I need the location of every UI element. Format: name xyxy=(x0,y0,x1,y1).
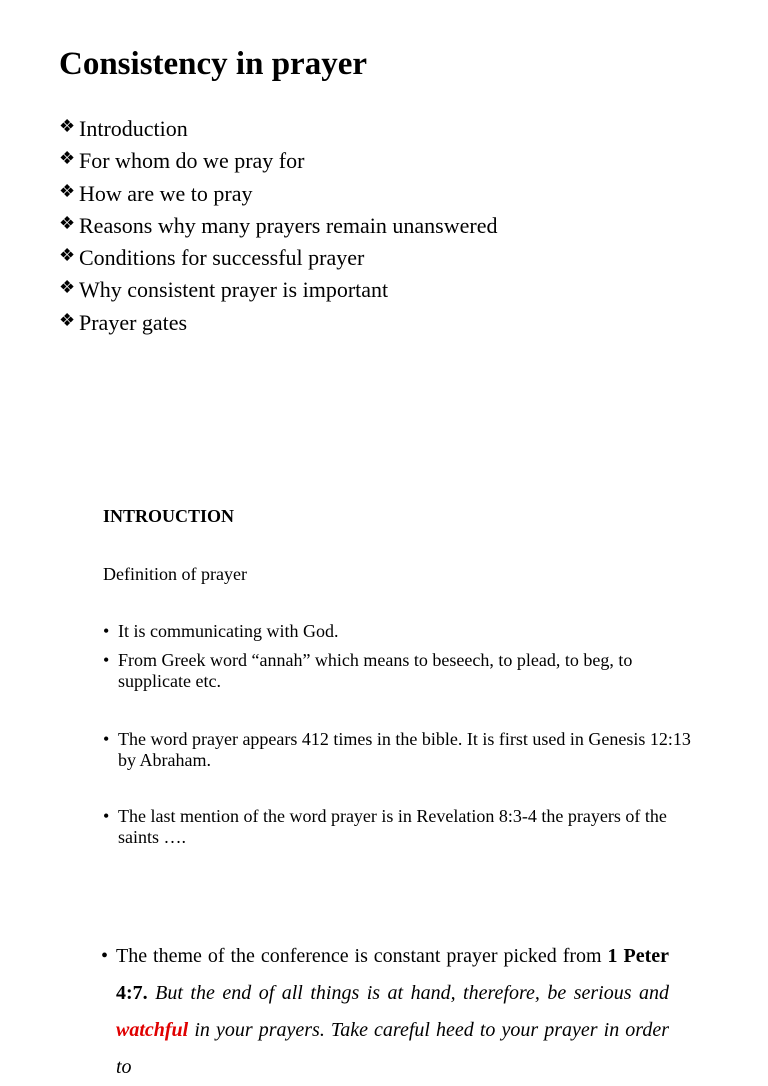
list-item-text: The last mention of the word prayer is in Revelation 8:3-4 the prayers of the saints …. xyxy=(118,806,667,847)
outline-item xyxy=(59,145,497,177)
theme-paragraph xyxy=(101,938,669,1086)
list-item-text: The word prayer appears 412 times in the bible. It is first used in Genesis 12:13 by Abraham. xyxy=(118,729,691,770)
mention-list xyxy=(103,806,693,848)
outline-item xyxy=(59,178,497,210)
scripture-quote: But the end of all things is at hand, therefore, be serious and xyxy=(147,982,669,1004)
diamond-bullet-icon: ❖ xyxy=(59,148,76,169)
diamond-bullet-icon: ❖ xyxy=(59,180,76,201)
bullet-icon: • xyxy=(103,729,110,749)
outline-item-label: Why consistent prayer is important xyxy=(79,277,389,303)
list-item xyxy=(103,729,693,771)
list-item-text: From Greek word “annah” which means to beseech, to plead, to beg, to supplicate etc. xyxy=(118,650,633,691)
diamond-bullet-icon: ❖ xyxy=(59,116,76,136)
outline-item xyxy=(59,242,497,274)
definition-list xyxy=(103,621,693,692)
outline-item xyxy=(59,307,497,339)
outline-item-label: How are we to pray xyxy=(79,180,253,206)
outline-list xyxy=(59,113,497,339)
outline-item xyxy=(59,274,497,306)
diamond-bullet-icon: ❖ xyxy=(59,277,76,298)
scripture-reference: 1 Peter 4:7. xyxy=(116,945,669,1004)
section-heading: INTROUCTION xyxy=(103,506,235,526)
outline-item xyxy=(59,113,497,145)
list-item xyxy=(103,650,693,692)
list-item xyxy=(103,806,693,848)
outline-item-label: Introduction xyxy=(79,116,188,141)
bullet-icon: • xyxy=(103,650,110,670)
outline-item-label: Prayer gates xyxy=(79,309,188,335)
bullet-icon: • xyxy=(103,621,110,641)
list-item-text: It is communicating with God. xyxy=(118,621,339,641)
list-item xyxy=(103,621,693,642)
emphasis-watchful: watchful xyxy=(116,1019,189,1041)
outline-item-label: Reasons why many prayers remain unanswered xyxy=(79,212,498,238)
outline-item-label: Conditions for successful prayer xyxy=(79,245,365,271)
diamond-bullet-icon: ❖ xyxy=(59,212,76,233)
diamond-bullet-icon: ❖ xyxy=(59,245,76,266)
document-title: Consistency in prayer xyxy=(59,46,367,82)
diamond-bullet-icon: ❖ xyxy=(59,309,76,330)
theme-text xyxy=(101,938,669,1086)
outline-item-label: For whom do we pray for xyxy=(79,148,305,174)
section-subheading: Definition of prayer xyxy=(103,564,247,584)
bullet-icon: • xyxy=(101,945,109,967)
scripture-quote-tail: in your prayers. Take careful heed to your prayer in order to xyxy=(116,1019,669,1078)
outline-item xyxy=(59,210,497,242)
bullet-icon: • xyxy=(103,806,110,826)
theme-lead: The theme of the conference is constant prayer picked from xyxy=(116,945,608,967)
usage-list xyxy=(103,729,693,771)
